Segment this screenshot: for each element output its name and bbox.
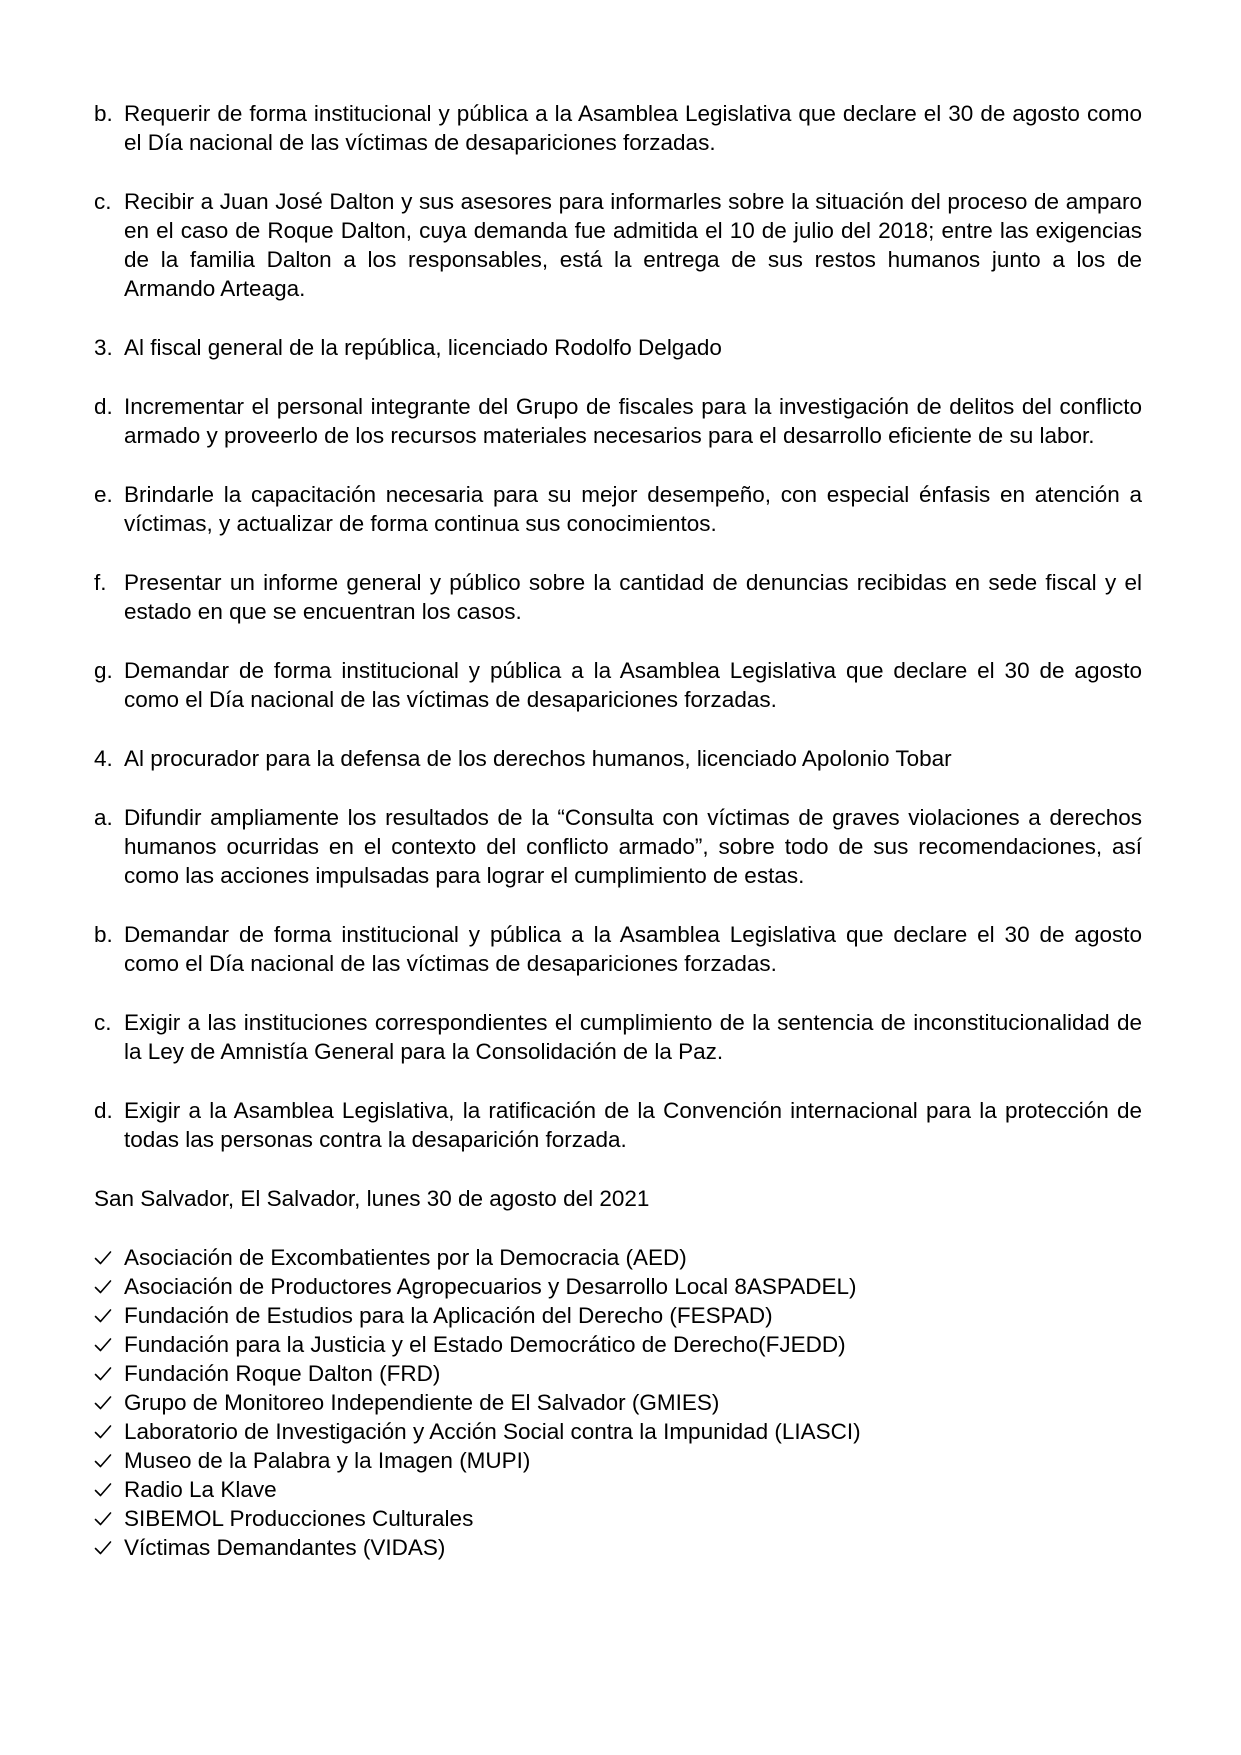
- check-icon: [94, 1388, 124, 1417]
- signatories-list: [94, 1243, 1142, 1562]
- list-item-d-personal: [94, 392, 1142, 450]
- section-heading-text: Al procurador para la defensa de los derechos humanos, licenciado Apolonio Tobar: [124, 746, 952, 771]
- signatory-item: [94, 1359, 1142, 1388]
- signatory-name: Fundación para la Justicia y el Estado Democrático de Derecho(FJEDD): [124, 1332, 846, 1357]
- list-item-g-demandar: [94, 656, 1142, 714]
- signatory-name: Asociación de Productores Agropecuarios y Desarrollo Local 8ASPADEL): [124, 1274, 857, 1299]
- list-marker: e.: [94, 482, 113, 507]
- signatory-name: Museo de la Palabra y la Imagen (MUPI): [124, 1448, 531, 1473]
- signatory-item: [94, 1446, 1142, 1475]
- signatory-name: Laboratorio de Investigación y Acción Social contra la Impunidad (LIASCI): [124, 1419, 861, 1444]
- list-item-d-ratificacion: [94, 1096, 1142, 1154]
- list-item-c-exigir: [94, 1008, 1142, 1066]
- check-icon: [94, 1301, 124, 1330]
- list-marker: d.: [94, 394, 113, 419]
- section-number: 3.: [94, 335, 113, 360]
- signatory-name: Grupo de Monitoreo Independiente de El Salvador (GMIES): [124, 1390, 720, 1415]
- signatory-name: Fundación de Estudios para la Aplicación del Derecho (FESPAD): [124, 1303, 773, 1328]
- signatory-item: [94, 1272, 1142, 1301]
- list-item-text: Difundir ampliamente los resultados de la “Consulta con víctimas de graves violaciones a derechos humanos ocurridas en el contexto del conflicto armado”, sobre todo de sus recomendaciones, así como las acciones impulsadas para lograr el cumplimiento de estas.: [124, 805, 1142, 888]
- check-icon: [94, 1446, 124, 1475]
- signatory-name: Víctimas Demandantes (VIDAS): [124, 1535, 446, 1560]
- list-marker: f.: [94, 570, 107, 595]
- section-heading-text: Al fiscal general de la república, licenciado Rodolfo Delgado: [124, 335, 722, 360]
- section-heading-procurador: [94, 744, 1142, 773]
- list-marker: c.: [94, 189, 112, 214]
- list-item-text: Exigir a las instituciones correspondientes el cumplimiento de la sentencia de inconstitucionalidad de la Ley de Amnistía General para la Consolidación de la Paz.: [124, 1010, 1142, 1064]
- signatory-item: [94, 1388, 1142, 1417]
- list-item-f-informe: [94, 568, 1142, 626]
- signatory-item: [94, 1475, 1142, 1504]
- list-item-text: Incrementar el personal integrante del Grupo de fiscales para la investigación de delitos del conflicto armado y proveerlo de los recursos materiales necesarios para el desarrollo eficiente de su labor.: [124, 394, 1142, 448]
- check-icon: [94, 1330, 124, 1359]
- signatory-name: Radio La Klave: [124, 1477, 277, 1502]
- list-item-text: Brindarle la capacitación necesaria para su mejor desempeño, con especial énfasis en atención a víctimas, y actualizar de forma continua sus conocimientos.: [124, 482, 1142, 536]
- list-marker: c.: [94, 1010, 112, 1035]
- signatory-item: [94, 1330, 1142, 1359]
- list-marker: b.: [94, 922, 113, 947]
- check-icon: [94, 1243, 124, 1272]
- section-number: 4.: [94, 746, 113, 771]
- list-item-text: Presentar un informe general y público sobre la cantidad de denuncias recibidas en sede fiscal y el estado en que se encuentran los casos.: [124, 570, 1142, 624]
- list-item-text: Demandar de forma institucional y pública a la Asamblea Legislativa que declare el 30 de agosto como el Día nacional de las víctimas de desapariciones forzadas.: [124, 658, 1142, 712]
- signatory-item: [94, 1417, 1142, 1446]
- section-heading-fiscal: [94, 333, 1142, 362]
- check-icon: [94, 1272, 124, 1301]
- document-body: [94, 99, 1142, 1562]
- signatory-name: SIBEMOL Producciones Culturales: [124, 1506, 474, 1531]
- check-icon: [94, 1359, 124, 1388]
- list-item-c-dalton: [94, 187, 1142, 303]
- list-item-text: Requerir de forma institucional y pública a la Asamblea Legislativa que declare el 30 de agosto como el Día nacional de las víctimas de desapariciones forzadas.: [124, 101, 1142, 155]
- signatory-item: [94, 1504, 1142, 1533]
- check-icon: [94, 1533, 124, 1562]
- check-icon: [94, 1475, 124, 1504]
- list-item-text: Demandar de forma institucional y pública a la Asamblea Legislativa que declare el 30 de agosto como el Día nacional de las víctimas de desapariciones forzadas.: [124, 922, 1142, 976]
- signatory-item: [94, 1533, 1142, 1562]
- check-icon: [94, 1504, 124, 1533]
- list-item-text: Recibir a Juan José Dalton y sus asesores para informarles sobre la situación del proceso de amparo en el caso de Roque Dalton, cuya demanda fue admitida el 10 de julio del 2018; entre las exigencias de la familia Dalton a los responsables, está la entrega de sus restos humanos junto a los de Armando Arteaga.: [124, 189, 1142, 301]
- signatory-name: Fundación Roque Dalton (FRD): [124, 1361, 441, 1386]
- list-marker: b.: [94, 101, 113, 126]
- list-item-b-asamblea: [94, 99, 1142, 157]
- list-item-text: Exigir a la Asamblea Legislativa, la ratificación de la Convención internacional para la protección de todas las personas contra la desaparición forzada.: [124, 1098, 1142, 1152]
- signatory-item: [94, 1301, 1142, 1330]
- place-and-date: San Salvador, El Salvador, lunes 30 de agosto del 2021: [94, 1186, 650, 1211]
- list-marker: g.: [94, 658, 113, 683]
- list-item-a-difundir: [94, 803, 1142, 890]
- check-icon: [94, 1417, 124, 1446]
- list-item-b-demandar: [94, 920, 1142, 978]
- list-item-e-capacitacion: [94, 480, 1142, 538]
- list-marker: d.: [94, 1098, 113, 1123]
- signatory-item: [94, 1243, 1142, 1272]
- list-marker: a.: [94, 805, 113, 830]
- signatory-name: Asociación de Excombatientes por la Democracia (AED): [124, 1245, 687, 1270]
